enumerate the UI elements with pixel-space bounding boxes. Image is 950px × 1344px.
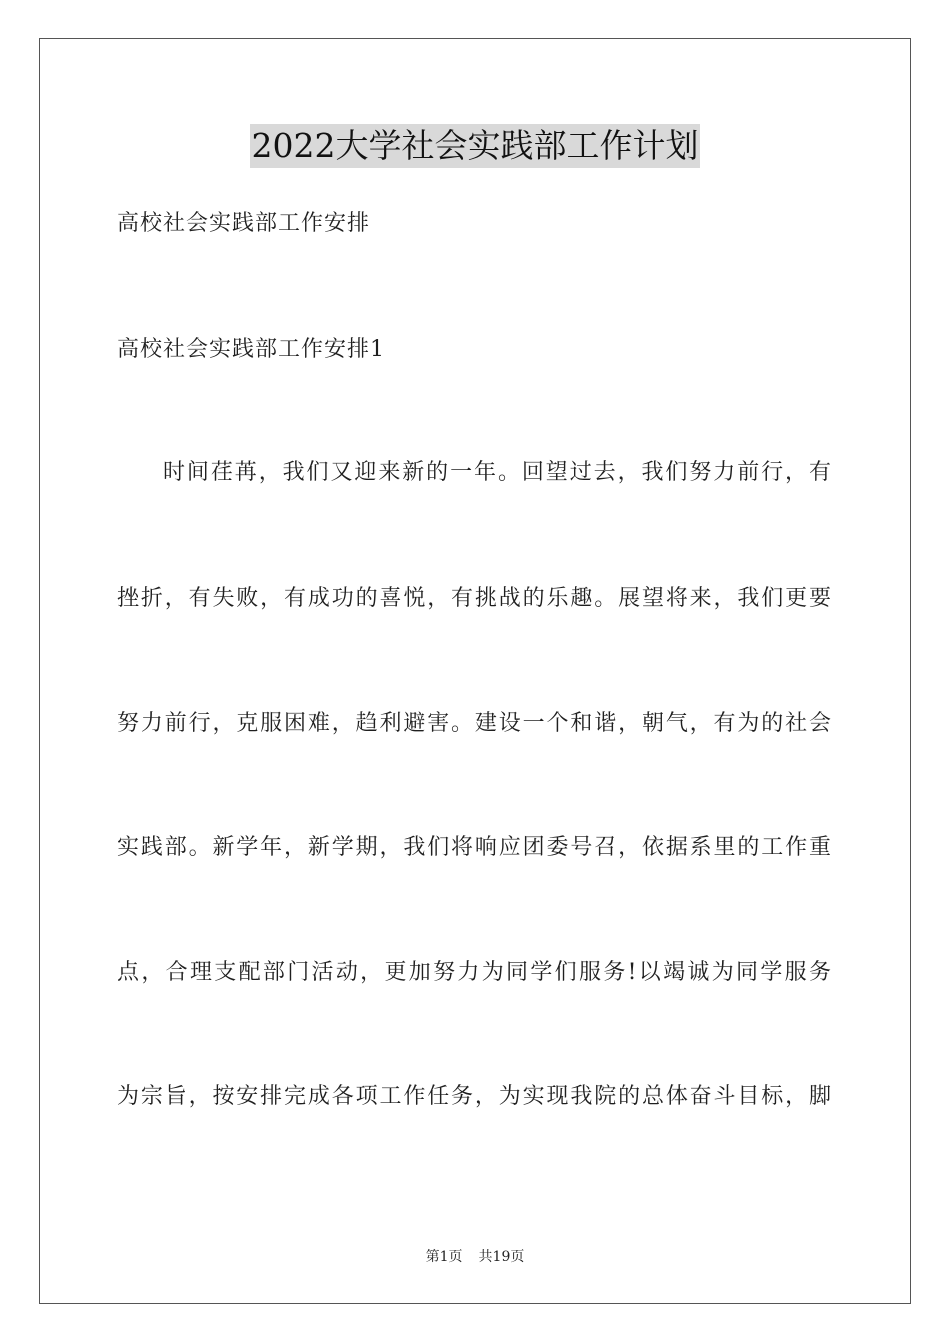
paragraph-line: 努力前行，克服困难，趋利避害。建设一个和谐，朝气，有为的社会 xyxy=(117,711,831,736)
paragraph-line: 实践部。新学年，新学期，我们将响应团委号召，依据系里的工作重 xyxy=(117,835,831,860)
page-footer xyxy=(0,1247,950,1267)
page-number-current: 第1页 xyxy=(425,1249,463,1265)
document-subtitle: 高校社会实践部工作安排 xyxy=(117,211,371,236)
paragraph-line: 为宗旨，按安排完成各项工作任务，为实现我院的总体奋斗目标，脚 xyxy=(117,1084,831,1109)
paragraph-line: 挫折，有失败，有成功的喜悦，有挑战的乐趣。展望将来，我们更要 xyxy=(117,586,831,611)
title-container xyxy=(0,124,950,168)
paragraph-line: 点，合理支配部门活动，更加努力为同学们服务!以竭诚为同学服务 xyxy=(117,960,831,985)
section-heading: 高校社会实践部工作安排1 xyxy=(117,337,385,362)
page-number-total: 共19页 xyxy=(478,1249,525,1265)
paragraph-line: 时间荏苒，我们又迎来新的一年。回望过去，我们努力前行，有 xyxy=(163,460,831,485)
document-title: 2022大学社会实践部工作计划 xyxy=(250,124,701,168)
